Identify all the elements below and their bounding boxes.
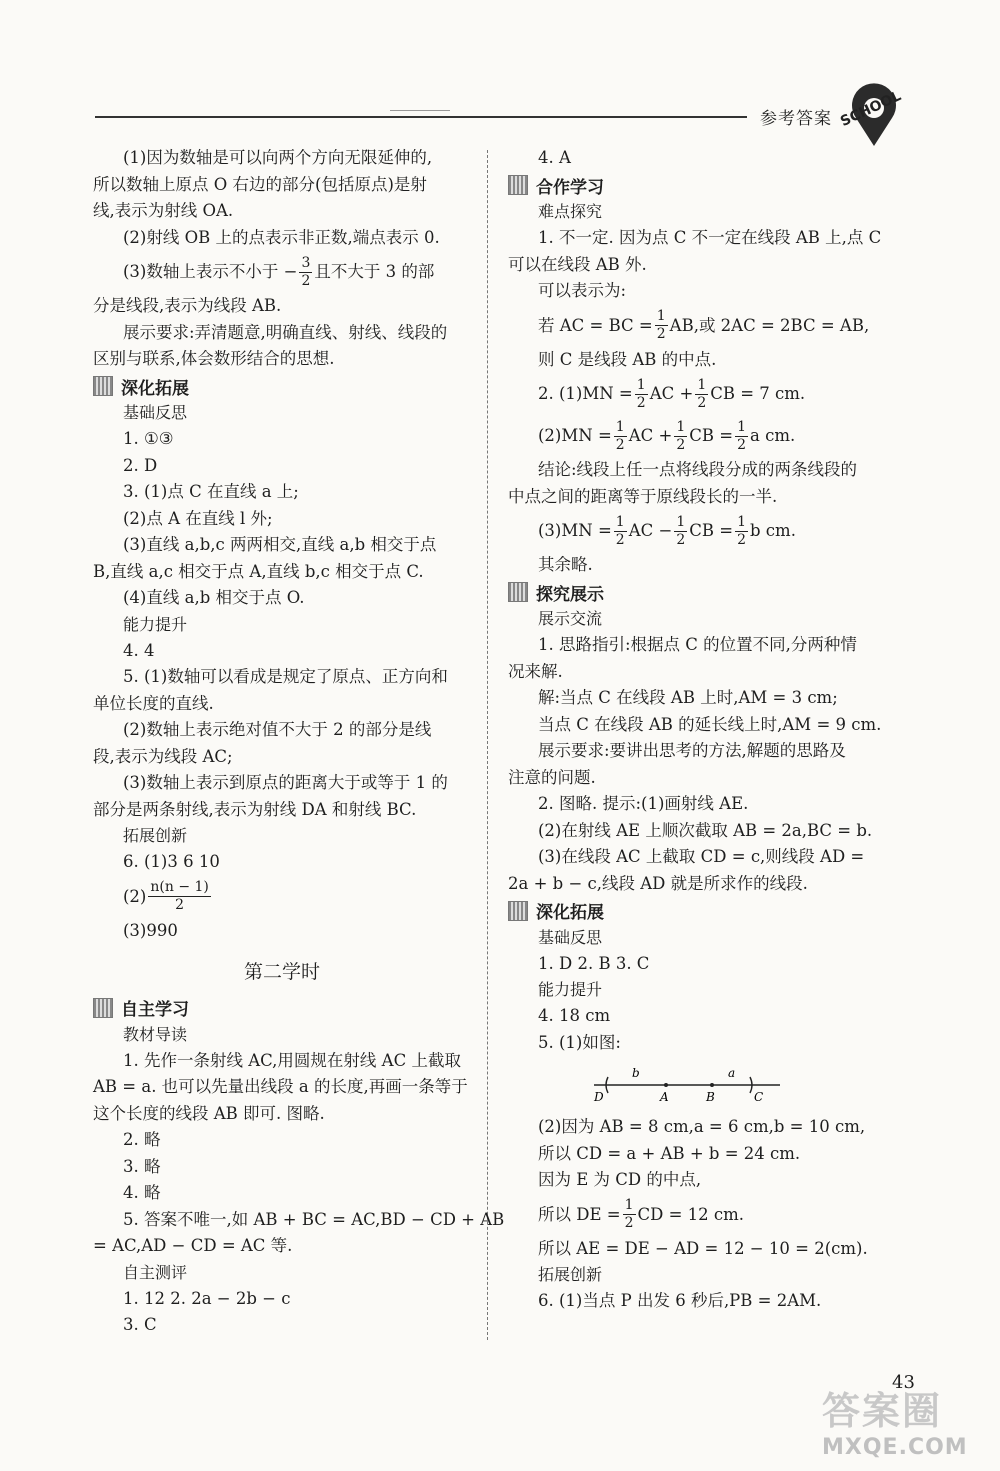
denominator: 2 xyxy=(624,1215,634,1231)
answer-text: CB = xyxy=(689,426,734,445)
numerator: 1 xyxy=(656,308,666,324)
answer-line: (1)因为数轴是可以向两个方向无限延伸的, xyxy=(123,148,433,167)
denominator: 2 xyxy=(615,436,625,453)
answer-line: 解:当点 C 在线段 AB 上时,AM = 3 cm; xyxy=(538,688,838,707)
diagram-label-b: b xyxy=(632,1066,640,1080)
fraction xyxy=(735,419,748,454)
denominator: 2 xyxy=(615,531,625,548)
segment-diagram xyxy=(590,1065,790,1105)
answer-text: 若 AC = BC = xyxy=(538,315,653,335)
subheading: 自主测评 xyxy=(123,1262,188,1282)
answer-line: 5. (1)数轴可以看成是规定了原点、正方向和 xyxy=(123,667,448,686)
section-title: 合作学习 xyxy=(536,177,604,198)
answer-line: 这个长度的线段 AB 即可. 图略. xyxy=(93,1103,325,1123)
subheading: 展示交流 xyxy=(538,609,603,628)
answer-line: 2. 图略. 提示:(1)画射线 AE. xyxy=(538,794,749,813)
diagram-label-B: B xyxy=(706,1090,715,1104)
answer-text: CB = 7 cm. xyxy=(710,384,806,403)
answer-line: 因为 E 为 CD 的中点, xyxy=(538,1170,702,1189)
answer-line-with-fraction xyxy=(93,252,471,292)
section-heading xyxy=(93,996,471,1020)
answer-text: AB,或 2AC = 2BC = AB, xyxy=(669,315,870,335)
numerator: 1 xyxy=(676,418,686,435)
answer-line: (2)射线 OB 上的点表示非正数,端点表示 0. xyxy=(123,227,440,247)
answer-line: 所以 AE = DE − AD = 12 − 10 = 2(cm). xyxy=(538,1238,868,1258)
section-marker-icon xyxy=(508,175,528,195)
answer-line: (2)点 A 在直线 l 外; xyxy=(123,508,273,528)
section-marker-icon xyxy=(508,582,528,602)
denominator: 2 xyxy=(697,394,707,411)
denominator: 2 xyxy=(676,436,686,453)
column-divider xyxy=(487,150,488,1340)
answer-line: 6. (1)3 6 10 xyxy=(123,852,220,871)
answer-line: (2)数轴上表示绝对值不大于 2 的部分是线 xyxy=(123,720,432,739)
answer-text: CD = 12 cm. xyxy=(637,1204,745,1224)
section-title: 深化拓展 xyxy=(536,903,604,923)
diagram-label-D: D xyxy=(594,1090,604,1104)
answer-line: B,直线 a,c 相交于点 A,直线 b,c 相交于点 C. xyxy=(93,561,424,581)
denominator: 2 xyxy=(175,897,185,913)
section-title: 自主学习 xyxy=(121,1000,189,1020)
answer-line: 3. C xyxy=(123,1315,157,1334)
subheading: 基础反思 xyxy=(538,927,603,947)
answer-line: 5. (1)如图: xyxy=(538,1032,621,1052)
numerator: 1 xyxy=(636,376,646,393)
watermark-text: 答案圈 xyxy=(822,1389,943,1433)
denominator: 2 xyxy=(656,326,666,342)
answer-line: (3)990 xyxy=(123,920,178,940)
answer-text: AC + xyxy=(628,426,673,445)
svg-text:SCHOOL: SCHOOL xyxy=(838,88,904,130)
fraction xyxy=(614,419,627,454)
page-number: 43 xyxy=(892,1372,915,1393)
answer-line: 结论:线段上任一点将线段分成的两条线段的 xyxy=(538,460,858,479)
answer-text: a cm. xyxy=(750,426,796,445)
answer-text: (2)MN = xyxy=(538,426,612,445)
section-heading xyxy=(93,374,471,398)
answer-line: 则 C 是线段 AB 的中点. xyxy=(538,349,717,369)
subheading: 能力提升 xyxy=(538,980,603,999)
section-marker-icon xyxy=(93,376,113,396)
answer-line: 其余略. xyxy=(538,555,593,574)
numerator: 1 xyxy=(737,513,746,530)
answer-line: 4. A xyxy=(538,148,571,167)
subheading: 难点探究 xyxy=(538,202,603,221)
answer-line: 1. 思路指引:根据点 C 的位置不同,分两种情 xyxy=(538,635,857,654)
section-marker-icon xyxy=(93,998,113,1018)
answer-line: 中点之间的距离等于原线段长的一半. xyxy=(508,486,778,506)
answer-line-with-fraction xyxy=(508,416,890,456)
fraction xyxy=(623,1197,636,1232)
point-a xyxy=(664,1083,668,1087)
fraction xyxy=(614,514,627,549)
answer-line: 展示要求:弄清题意,明确直线、射线、线段的 xyxy=(123,322,448,342)
answer-line: 部分是两条射线,表示为射线 DA 和射线 BC. xyxy=(93,799,417,819)
denominator: 2 xyxy=(301,272,311,289)
fraction xyxy=(655,308,668,343)
numerator: 1 xyxy=(737,418,746,435)
answer-line: 1. 不一定. 因为点 C 不一定在线段 AB 上,点 C xyxy=(538,228,882,247)
denominator: 2 xyxy=(636,394,646,411)
answer-line: 注意的问题. xyxy=(508,767,596,787)
numerator: 3 xyxy=(301,254,311,271)
answer-line: 分是线段,表示为线段 AB. xyxy=(93,296,282,315)
answer-line-with-fraction xyxy=(508,306,890,346)
answer-line: 区别与联系,体会数形结合的思想. xyxy=(93,349,335,368)
answer-line: 况来解. xyxy=(508,661,563,681)
answer-text: (3)数轴上表示不小于 − xyxy=(123,262,298,281)
lesson-title: 第二学时 xyxy=(243,960,320,983)
answer-line-with-fraction xyxy=(508,1195,890,1235)
subheading: 拓展创新 xyxy=(123,826,188,845)
fraction xyxy=(148,879,211,914)
section-title: 深化拓展 xyxy=(121,378,189,399)
answer-line-with-fraction xyxy=(508,374,890,414)
answer-line: 1. 12 2. 2a − 2b − c xyxy=(123,1288,291,1308)
answer-line: 2a + b − c,线段 AD 就是所求作的线段. xyxy=(508,873,808,893)
section-title: 探究展示 xyxy=(536,584,604,605)
answer-line: 6. (1)当点 P 出发 6 秒后,PB = 2AM. xyxy=(538,1291,822,1310)
numerator: n(n − 1) xyxy=(150,879,209,895)
numerator: 1 xyxy=(697,376,707,393)
watermark xyxy=(822,1380,992,1470)
answer-text: (2) xyxy=(123,886,147,906)
fraction xyxy=(299,255,312,290)
subheading: 教材导读 xyxy=(123,1024,188,1044)
point-b xyxy=(710,1083,714,1087)
page-header-title: 参考答案 xyxy=(760,109,832,129)
fraction xyxy=(695,377,708,412)
answer-line: 所以数轴上原点 O 右边的部分(包括原点)是射 xyxy=(93,174,427,194)
answer-line: 2. D xyxy=(123,455,158,475)
fraction xyxy=(735,514,748,549)
diagram-label-A: A xyxy=(660,1090,669,1104)
answer-line: 可以表示为: xyxy=(538,281,627,300)
answer-line: 4. 略 xyxy=(123,1183,161,1202)
section-heading xyxy=(508,580,890,604)
answer-line: (3)数轴上表示到原点的距离大于或等于 1 的 xyxy=(123,773,448,792)
diagram-label-a: a xyxy=(728,1066,736,1080)
section-heading xyxy=(508,173,890,197)
right-column xyxy=(508,146,890,1316)
answer-text: AC + xyxy=(649,384,694,403)
subheading: 能力提升 xyxy=(123,614,188,634)
denominator: 2 xyxy=(737,531,746,548)
numerator: 1 xyxy=(615,513,625,530)
fraction xyxy=(674,514,687,549)
answer-line: = AC,AD − CD = AC 等. xyxy=(93,1236,293,1255)
answer-text: 2. (1)MN = xyxy=(538,384,633,403)
fraction xyxy=(635,377,648,412)
answer-text: 且不大于 3 的部 xyxy=(314,262,435,281)
answer-line: 所以 CD = a + AB + b = 24 cm. xyxy=(538,1143,801,1163)
answer-line: 5. 答案不唯一,如 AB + BC = AC,BD − CD + AB xyxy=(123,1209,505,1229)
answer-line: (3)直线 a,b,c 两两相交,直线 a,b 相交于点 xyxy=(123,535,437,554)
answer-line: (2)因为 AB = 8 cm,a = 6 cm,b = 10 cm, xyxy=(538,1117,866,1136)
answer-line: 段,表示为线段 AC; xyxy=(93,746,233,766)
answer-line: 线,表示为射线 OA. xyxy=(93,201,234,220)
numerator: 1 xyxy=(615,418,625,435)
header-rule-accent xyxy=(390,110,450,111)
numerator: 1 xyxy=(676,513,686,530)
numerator: 1 xyxy=(624,1197,634,1213)
answer-line: AB = a. 也可以先量出线段 a 的长度,再画一条等于 xyxy=(93,1077,468,1096)
answer-line: 展示要求:要讲出思考的方法,解题的思路及 xyxy=(538,741,846,760)
answer-line: 当点 C 在线段 AB 的延长线上时,AM = 9 cm. xyxy=(538,714,882,734)
answer-text: (3)MN = xyxy=(538,521,612,540)
answer-line: (2)在射线 AE 上顺次截取 AB = 2a,BC = b. xyxy=(538,820,873,840)
answer-text: AC − xyxy=(628,521,673,540)
answer-text: 所以 DE = xyxy=(538,1204,621,1224)
answer-line: 可以在线段 AB 外. xyxy=(508,254,647,274)
watermark-url: MXQE.COM xyxy=(822,1435,968,1460)
answer-line: 1. 先作一条射线 AC,用圆规在射线 AC 上截取 xyxy=(123,1050,461,1070)
section-heading xyxy=(508,899,890,923)
fraction xyxy=(674,419,687,454)
answer-line: 2. 略 xyxy=(123,1130,161,1149)
header-rule xyxy=(95,116,747,118)
answer-line: (3)在线段 AC 上截取 CD = c,则线段 AD = xyxy=(538,847,865,866)
denominator: 2 xyxy=(737,436,746,453)
denominator: 2 xyxy=(676,531,686,548)
subheading: 基础反思 xyxy=(123,403,188,422)
answer-line: (4)直线 a,b 相交于点 O. xyxy=(123,588,305,607)
answer-line: 3. (1)点 C 在直线 a 上; xyxy=(123,482,299,501)
left-column xyxy=(93,146,505,1340)
answer-text: b cm. xyxy=(750,521,796,540)
answer-line: 4. 4 xyxy=(123,640,155,660)
section-marker-icon xyxy=(508,901,528,921)
diagram-label-C: C xyxy=(754,1090,764,1104)
answer-line-with-fraction xyxy=(508,511,890,551)
school-logo-icon xyxy=(834,82,914,148)
answer-line: 单位长度的直线. xyxy=(93,693,214,713)
answer-line: 4. 18 cm xyxy=(538,1006,611,1025)
answer-line-with-fraction xyxy=(93,877,471,917)
answer-text: CB = xyxy=(689,521,734,540)
answer-line: 1. D 2. B 3. C xyxy=(538,953,650,973)
answer-line: 3. 略 xyxy=(123,1156,161,1176)
subheading: 拓展创新 xyxy=(538,1265,603,1284)
answer-line: 1. ①③ xyxy=(123,429,174,448)
